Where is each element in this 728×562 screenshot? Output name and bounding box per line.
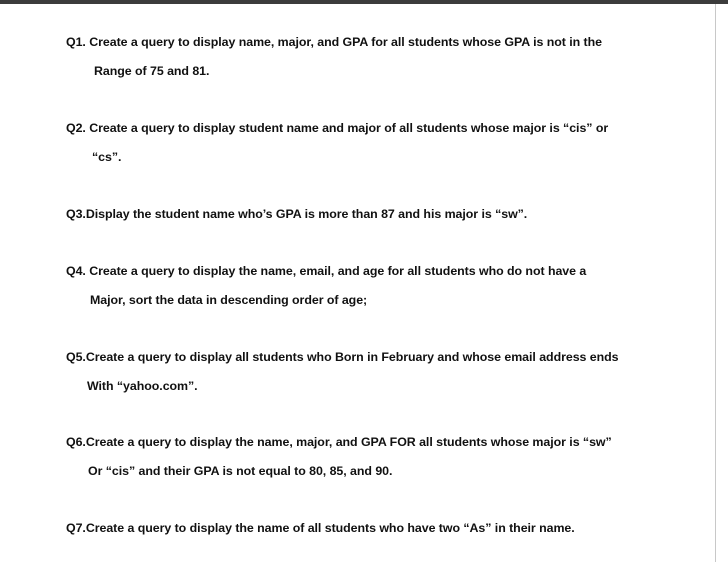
question-3-line-1: Q3.Display the student name who’s GPA is more than 87 and his major is “sw”. [66,207,528,221]
question-6-line-1: Q6.Create a query to display the name, major, and GPA FOR all students whose major is “sw” [66,435,612,449]
question-2-line-2: “cs”. [92,150,122,164]
page-right-edge [715,4,716,562]
question-5-line-1: Q5.Create a query to display all students who Born in February and whose email address ends [66,350,619,364]
document-page [0,4,715,562]
question-5-line-2: With “yahoo.com”. [87,379,198,393]
question-4-line-2: Major, sort the data in descending order of age; [90,293,368,307]
question-6-line-2: Or “cis” and their GPA is not equal to 80, 85, and 90. [88,464,393,478]
question-7-line-1: Q7.Create a query to display the name of all students who have two “As” in their name. [66,521,575,535]
question-4-line-1: Q4. Create a query to display the name, email, and age for all students who do not have a [66,264,587,278]
question-2-line-1: Q2. Create a query to display student name and major of all students whose major is “cis” or [66,121,609,135]
question-1-line-1: Q1. Create a query to display name, major, and GPA for all students whose GPA is not in the [66,35,602,49]
question-1-line-2: Range of 75 and 81. [94,64,210,78]
